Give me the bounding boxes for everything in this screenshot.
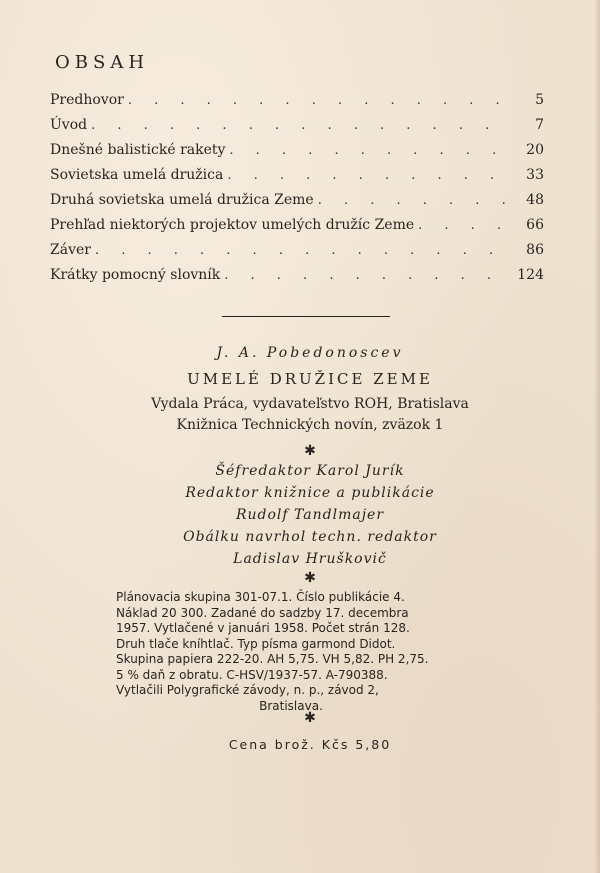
toc-heading: OBSAH: [55, 52, 150, 73]
toc-entry-title: Sovietska umelá družica: [50, 167, 224, 183]
toc-entry-title: Prehľad niektorých projektov umelých družíc Zeme: [50, 217, 415, 233]
toc-entry-title: Druhá sovietska umelá družica Zeme: [50, 192, 314, 208]
toc-entry-page: 20: [526, 142, 544, 158]
toc-leader-dots: [418, 218, 510, 233]
toc-entry: [50, 267, 544, 292]
imprint-line: Plánovacia skupina 301-07.1. Číslo publikácie 4.: [116, 590, 405, 604]
toc-entry: [50, 117, 544, 142]
imprint-line: Náklad 20 300. Zadané do sadzby 17. decembra: [116, 605, 409, 620]
toc-entry-page: 124: [517, 267, 544, 283]
toc-entry: [50, 92, 544, 117]
toc-leader-dots: [229, 143, 510, 158]
credit-line: Redaktor knižnice a publikácie: [185, 485, 435, 501]
page-edge-shadow: [594, 0, 600, 873]
toc-entry-title: Dnešné balistické rakety: [50, 142, 226, 158]
toc-leader-dots: [95, 243, 510, 258]
divider-rule: [222, 316, 390, 317]
toc-entry-page: 48: [526, 192, 544, 208]
asterisk-separator: ✱: [304, 710, 316, 726]
asterisk-separator: ✱: [304, 443, 316, 459]
toc-entry: [50, 217, 544, 242]
toc-leader-dots: [227, 168, 510, 183]
book-title: UMELÉ DRUŽICE ZEME: [187, 370, 433, 388]
toc-entry-title: Predhovor: [50, 92, 124, 108]
toc-entry-page: 86: [526, 242, 544, 258]
toc-entry: [50, 167, 544, 192]
toc-entry-page: 7: [535, 117, 544, 133]
toc-leader-dots: [128, 93, 510, 108]
credit-line: Rudolf Tandlmajer: [235, 507, 385, 523]
table-of-contents: [50, 92, 544, 292]
credit-line: Obálku navrhol techn. redaktor: [183, 529, 437, 545]
toc-entry-page: 5: [535, 92, 544, 108]
series-line: Knižnica Technických novín, zväzok 1: [176, 417, 444, 433]
publisher-line: Vydala Práca, vydavateľstvo ROH, Bratislava: [151, 396, 469, 412]
toc-leader-dots: [91, 118, 510, 133]
imprint-line: Bratislava.: [259, 698, 323, 713]
credit-line: Ladislav Hruškovič: [233, 551, 387, 567]
toc-entry-title: Úvod: [50, 117, 88, 133]
imprint-line: Druh tlače kníhtlač. Typ písma garmond Didot.: [116, 636, 396, 651]
imprint-line: Vytlačili Polygrafické závody, n. p., závod 2,: [116, 683, 379, 697]
toc-entry-title: Krátky pomocný slovník: [50, 267, 221, 283]
toc-entry: [50, 192, 544, 217]
toc-entry-page: 66: [526, 217, 544, 233]
toc-entry: [50, 242, 544, 267]
imprint-line: 5 % daň z obratu. C-HSV/1937-57. A-790388.: [116, 667, 388, 682]
credit-line: Šéfredaktor Karol Jurík: [215, 463, 405, 479]
asterisk-separator: ✱: [304, 570, 316, 586]
toc-leader-dots: [318, 193, 510, 208]
toc-entry-title: Záver: [50, 242, 91, 258]
price-line: Cena brož. Kčs 5,80: [228, 737, 392, 752]
imprint-block: [116, 590, 466, 714]
book-author: J. A. Pobedonoscev: [216, 345, 404, 361]
toc-leader-dots: [224, 268, 510, 283]
imprint-line: 1957. Vytlačené v januári 1958. Počet strán 128.: [116, 621, 410, 635]
imprint-line: Skupina papiera 222-20. AH 5,75. VH 5,82. PH 2,75.: [116, 652, 429, 666]
toc-entry: [50, 142, 544, 167]
toc-entry-page: 33: [526, 167, 544, 183]
